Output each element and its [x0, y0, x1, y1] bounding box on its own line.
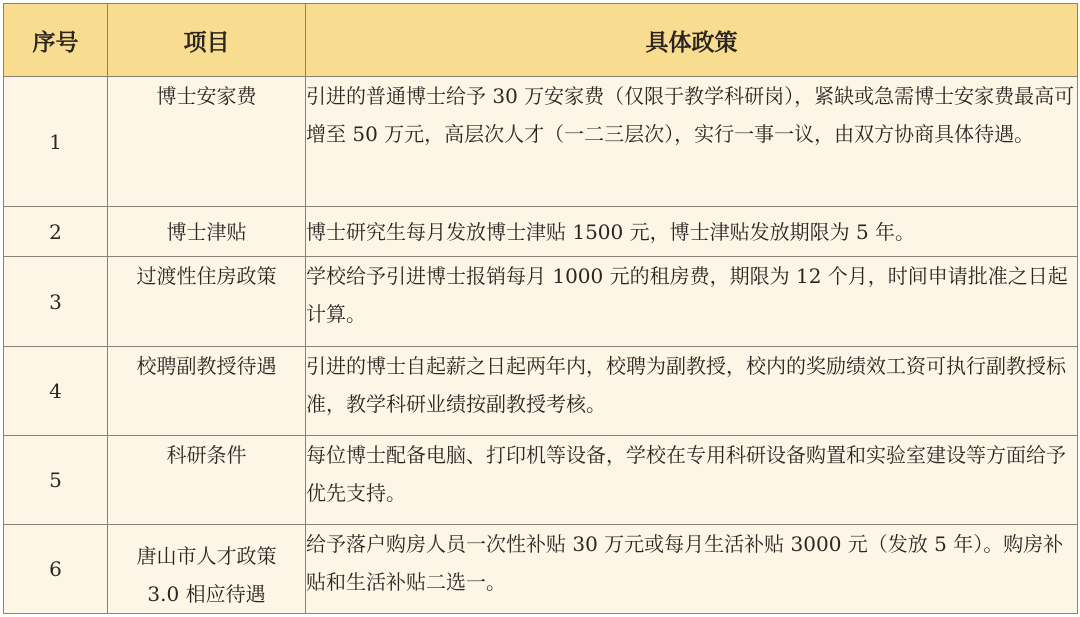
- row-policy: 引进的普通博士给予 30 万安家费（仅限于教学科研岗），紧缺或急需博士安家费最高可增至 50 万元，高层次人才（一二三层次），实行一事一议，由双方协商具体待遇。: [306, 77, 1078, 207]
- row-item: 科研条件: [108, 436, 306, 525]
- table-header-row: [4, 4, 1078, 77]
- row-item-line-1: 唐山市人才政策: [136, 544, 277, 568]
- row-policy: 学校给予引进博士报销每月 1000 元的租房费，期限为 12 个月，时间申请批准之日起计算。: [306, 257, 1078, 347]
- table-row: [4, 525, 1078, 614]
- row-item: 校聘副教授待遇: [108, 347, 306, 436]
- row-item: 博士津贴: [108, 207, 306, 257]
- row-policy: 引进的博士自起薪之日起两年内，校聘为副教授，校内的奖励绩效工资可执行副教授标准，教学科研业绩按副教授考核。: [306, 347, 1078, 436]
- row-number: 3: [4, 257, 108, 347]
- row-item: 博士安家费: [108, 77, 306, 207]
- row-number: 4: [4, 347, 108, 436]
- header-no: 序号: [4, 4, 108, 77]
- header-policy: 具体政策: [306, 4, 1078, 77]
- header-item: 项目: [108, 4, 306, 77]
- row-number: 1: [4, 77, 108, 207]
- row-item: 过渡性住房政策: [108, 257, 306, 347]
- row-number: 2: [4, 207, 108, 257]
- policy-table: [3, 3, 1078, 614]
- row-number: 6: [4, 525, 108, 614]
- table-row: [4, 207, 1078, 257]
- table-row: [4, 77, 1078, 207]
- row-policy: 给予落户购房人员一次性补贴 30 万元或每月生活补贴 3000 元（发放 5 年）。购房补贴和生活补贴二选一。: [306, 525, 1078, 614]
- row-item: [108, 525, 306, 614]
- row-policy: 每位博士配备电脑、打印机等设备，学校在专用科研设备购置和实验室建设等方面给予优先支持。: [306, 436, 1078, 525]
- table-row: [4, 347, 1078, 436]
- table-row: [4, 436, 1078, 525]
- row-policy: 博士研究生每月发放博士津贴 1500 元，博士津贴发放期限为 5 年。: [306, 207, 1078, 257]
- table-row: [4, 257, 1078, 347]
- row-number: 5: [4, 436, 108, 525]
- row-item-line-2: 3.0 相应待遇: [147, 582, 266, 606]
- policy-table-container: [3, 3, 1077, 614]
